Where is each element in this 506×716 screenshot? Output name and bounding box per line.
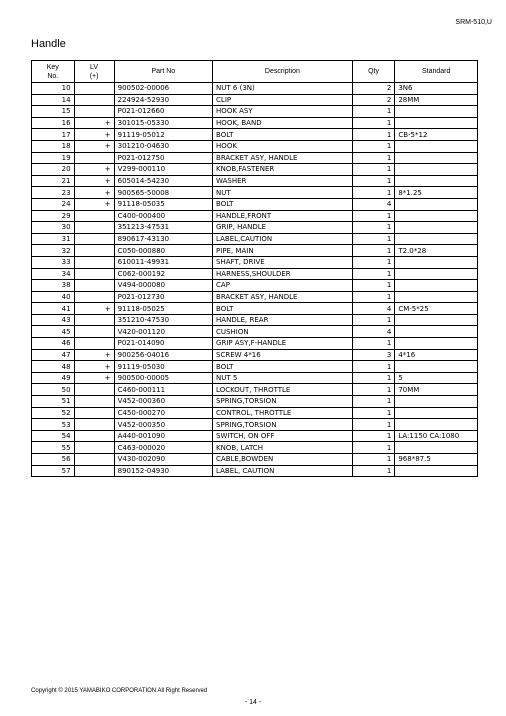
cell-standard bbox=[395, 338, 478, 350]
section-title: Handle bbox=[31, 38, 66, 50]
cell-qty: 1 bbox=[352, 233, 395, 245]
cell-level bbox=[74, 222, 114, 234]
cell-level bbox=[74, 338, 114, 350]
table-row bbox=[32, 129, 478, 141]
cell-key-no: 43 bbox=[32, 314, 75, 326]
cell-level bbox=[74, 314, 114, 326]
cell-standard: LA:1150 CA:1080 bbox=[395, 430, 478, 442]
cell-standard: 5 bbox=[395, 372, 478, 384]
cell-qty: 1 bbox=[352, 245, 395, 257]
cell-key-no: 45 bbox=[32, 326, 75, 338]
cell-description: CUSHION bbox=[213, 326, 353, 338]
cell-description: BRACKET ASY, HANDLE bbox=[213, 291, 353, 303]
cell-description: BOLT bbox=[213, 303, 353, 315]
cell-qty: 1 bbox=[352, 465, 395, 477]
cell-description: HANDLE, REAR bbox=[213, 314, 353, 326]
cell-description: CLIP bbox=[213, 94, 353, 106]
cell-qty: 1 bbox=[352, 442, 395, 454]
cell-key-no: 54 bbox=[32, 430, 75, 442]
cell-level bbox=[74, 83, 114, 95]
cell-key-no: 15 bbox=[32, 106, 75, 118]
cell-qty: 1 bbox=[352, 222, 395, 234]
cell-level bbox=[74, 233, 114, 245]
cell-qty: 4 bbox=[352, 326, 395, 338]
parts-table-body bbox=[32, 83, 478, 477]
cell-qty: 1 bbox=[352, 106, 395, 118]
cell-part-no: 351210-47530 bbox=[114, 314, 212, 326]
cell-part-no: 301015-05330 bbox=[114, 117, 212, 129]
cell-description: CONTROL, THROTTLE bbox=[213, 407, 353, 419]
cell-standard: 70MM bbox=[395, 384, 478, 396]
cell-key-no: 24 bbox=[32, 198, 75, 210]
table-row bbox=[32, 83, 478, 95]
cell-part-no: 610011-49931 bbox=[114, 256, 212, 268]
cell-key-no: 17 bbox=[32, 129, 75, 141]
cell-qty: 1 bbox=[352, 384, 395, 396]
cell-standard bbox=[395, 152, 478, 164]
cell-level bbox=[74, 407, 114, 419]
table-row bbox=[32, 465, 478, 477]
cell-qty: 2 bbox=[352, 83, 395, 95]
cell-level: + bbox=[74, 129, 114, 141]
cell-part-no: C400-000400 bbox=[114, 210, 212, 222]
cell-description: WASHER bbox=[213, 175, 353, 187]
cell-part-no: P021-012660 bbox=[114, 106, 212, 118]
parts-table bbox=[31, 60, 478, 477]
cell-part-no: V452-000350 bbox=[114, 419, 212, 431]
cell-key-no: 47 bbox=[32, 349, 75, 361]
table-row bbox=[32, 106, 478, 118]
cell-level bbox=[74, 94, 114, 106]
document-code: SRM-510,U bbox=[455, 19, 492, 26]
cell-qty: 1 bbox=[352, 256, 395, 268]
table-row bbox=[32, 94, 478, 106]
cell-standard bbox=[395, 407, 478, 419]
table-row bbox=[32, 152, 478, 164]
cell-standard bbox=[395, 442, 478, 454]
table-row bbox=[32, 268, 478, 280]
cell-qty: 1 bbox=[352, 164, 395, 176]
cell-part-no: 900502-00006 bbox=[114, 83, 212, 95]
cell-description: PIPE, MAIN bbox=[213, 245, 353, 257]
cell-key-no: 46 bbox=[32, 338, 75, 350]
cell-key-no: 55 bbox=[32, 442, 75, 454]
cell-qty: 1 bbox=[352, 175, 395, 187]
table-row bbox=[32, 454, 478, 466]
table-row bbox=[32, 175, 478, 187]
cell-key-no: 34 bbox=[32, 268, 75, 280]
cell-part-no: V430-002090 bbox=[114, 454, 212, 466]
cell-part-no: P021-014090 bbox=[114, 338, 212, 350]
table-row bbox=[32, 361, 478, 373]
cell-part-no: P021-012750 bbox=[114, 152, 212, 164]
cell-key-no: 14 bbox=[32, 94, 75, 106]
cell-standard bbox=[395, 326, 478, 338]
table-row bbox=[32, 140, 478, 152]
cell-standard bbox=[395, 280, 478, 292]
cell-part-no: P021-012730 bbox=[114, 291, 212, 303]
table-row bbox=[32, 384, 478, 396]
cell-qty: 1 bbox=[352, 129, 395, 141]
cell-standard: 4*16 bbox=[395, 349, 478, 361]
cell-level bbox=[74, 280, 114, 292]
table-row bbox=[32, 198, 478, 210]
table-row bbox=[32, 442, 478, 454]
cell-level: + bbox=[74, 372, 114, 384]
cell-qty: 1 bbox=[352, 291, 395, 303]
cell-standard bbox=[395, 198, 478, 210]
cell-key-no: 30 bbox=[32, 222, 75, 234]
cell-standard: 3N6 bbox=[395, 83, 478, 95]
cell-standard bbox=[395, 175, 478, 187]
cell-key-no: 51 bbox=[32, 396, 75, 408]
cell-level bbox=[74, 256, 114, 268]
cell-level bbox=[74, 210, 114, 222]
cell-description: HOOK, BAND bbox=[213, 117, 353, 129]
cell-description: NUT 6 (3N) bbox=[213, 83, 353, 95]
cell-key-no: 19 bbox=[32, 152, 75, 164]
cell-level bbox=[74, 442, 114, 454]
cell-description: BRACKET ASY, HANDLE bbox=[213, 152, 353, 164]
cell-qty: 1 bbox=[352, 140, 395, 152]
cell-qty: 1 bbox=[352, 430, 395, 442]
cell-part-no: 91119-05012 bbox=[114, 129, 212, 141]
cell-part-no: 605014-54230 bbox=[114, 175, 212, 187]
cell-description: BOLT bbox=[213, 129, 353, 141]
cell-part-no: V299-000110 bbox=[114, 164, 212, 176]
cell-qty: 1 bbox=[352, 152, 395, 164]
cell-qty: 1 bbox=[352, 314, 395, 326]
cell-qty: 1 bbox=[352, 372, 395, 384]
cell-part-no: V452-000360 bbox=[114, 396, 212, 408]
cell-description: CAP bbox=[213, 280, 353, 292]
cell-key-no: 56 bbox=[32, 454, 75, 466]
cell-level bbox=[74, 396, 114, 408]
cell-part-no: C062-000192 bbox=[114, 268, 212, 280]
cell-qty: 1 bbox=[352, 454, 395, 466]
cell-level: + bbox=[74, 361, 114, 373]
table-row bbox=[32, 303, 478, 315]
table-row bbox=[32, 407, 478, 419]
cell-key-no: 52 bbox=[32, 407, 75, 419]
cell-key-no: 50 bbox=[32, 384, 75, 396]
table-row bbox=[32, 349, 478, 361]
cell-standard: CM-5*25 bbox=[395, 303, 478, 315]
cell-part-no: 900256-04016 bbox=[114, 349, 212, 361]
column-header-standard: Standard bbox=[395, 61, 478, 83]
cell-level bbox=[74, 268, 114, 280]
cell-part-no: A440-001090 bbox=[114, 430, 212, 442]
cell-qty: 1 bbox=[352, 117, 395, 129]
cell-standard bbox=[395, 210, 478, 222]
cell-standard bbox=[395, 222, 478, 234]
cell-standard bbox=[395, 140, 478, 152]
cell-part-no: C460-000111 bbox=[114, 384, 212, 396]
cell-description: HOOK bbox=[213, 140, 353, 152]
cell-qty: 1 bbox=[352, 419, 395, 431]
cell-description: BOLT bbox=[213, 361, 353, 373]
cell-level bbox=[74, 291, 114, 303]
table-row bbox=[32, 164, 478, 176]
cell-part-no: V420-001120 bbox=[114, 326, 212, 338]
cell-key-no: 31 bbox=[32, 233, 75, 245]
cell-key-no: 57 bbox=[32, 465, 75, 477]
table-row bbox=[32, 372, 478, 384]
cell-description: LABEL,CAUTION bbox=[213, 233, 353, 245]
cell-qty: 3 bbox=[352, 349, 395, 361]
cell-key-no: 41 bbox=[32, 303, 75, 315]
cell-level bbox=[74, 326, 114, 338]
cell-qty: 2 bbox=[352, 94, 395, 106]
cell-key-no: 38 bbox=[32, 280, 75, 292]
cell-key-no: 49 bbox=[32, 372, 75, 384]
cell-key-no: 33 bbox=[32, 256, 75, 268]
cell-standard: CB-5*12 bbox=[395, 129, 478, 141]
copyright-notice: Copyright © 2015 YAMABIKO CORPORATION All Right Reserved bbox=[31, 688, 208, 694]
cell-key-no: 18 bbox=[32, 140, 75, 152]
cell-standard: 8*1.25 bbox=[395, 187, 478, 199]
cell-part-no: 224924-52930 bbox=[114, 94, 212, 106]
cell-key-no: 23 bbox=[32, 187, 75, 199]
cell-standard bbox=[395, 256, 478, 268]
cell-part-no: 301210-04630 bbox=[114, 140, 212, 152]
cell-qty: 4 bbox=[352, 198, 395, 210]
cell-description: HOOK ASY bbox=[213, 106, 353, 118]
column-header-qty: Qty bbox=[352, 61, 395, 83]
cell-level bbox=[74, 454, 114, 466]
cell-description: BOLT bbox=[213, 198, 353, 210]
cell-level bbox=[74, 430, 114, 442]
table-header-row bbox=[32, 61, 478, 83]
cell-level bbox=[74, 465, 114, 477]
table-row bbox=[32, 233, 478, 245]
cell-description: SHAFT, DRIVE bbox=[213, 256, 353, 268]
table-row bbox=[32, 210, 478, 222]
cell-key-no: 10 bbox=[32, 83, 75, 95]
cell-qty: 1 bbox=[352, 338, 395, 350]
cell-description: SPRING,TORSION bbox=[213, 396, 353, 408]
cell-standard bbox=[395, 291, 478, 303]
cell-level: + bbox=[74, 164, 114, 176]
cell-part-no: 351213-47531 bbox=[114, 222, 212, 234]
cell-standard bbox=[395, 164, 478, 176]
cell-description: CABLE,BOWDEN bbox=[213, 454, 353, 466]
table-row bbox=[32, 187, 478, 199]
cell-description: NUT bbox=[213, 187, 353, 199]
cell-part-no: 890617-43130 bbox=[114, 233, 212, 245]
cell-part-no: C450-000270 bbox=[114, 407, 212, 419]
table-row bbox=[32, 280, 478, 292]
table-row bbox=[32, 222, 478, 234]
column-header-lv: LV (+) bbox=[74, 61, 114, 83]
cell-level: + bbox=[74, 117, 114, 129]
column-header-description: Description bbox=[213, 61, 353, 83]
page-number: - 14 - bbox=[244, 699, 262, 706]
cell-part-no: 91119-05030 bbox=[114, 361, 212, 373]
cell-level: + bbox=[74, 198, 114, 210]
table-row bbox=[32, 338, 478, 350]
cell-key-no: 53 bbox=[32, 419, 75, 431]
cell-part-no: C463-000020 bbox=[114, 442, 212, 454]
cell-description: HARNESS,SHOULDER bbox=[213, 268, 353, 280]
cell-qty: 4 bbox=[352, 303, 395, 315]
column-header-key: Key No. bbox=[32, 61, 75, 83]
cell-description: LABEL, CAUTION bbox=[213, 465, 353, 477]
cell-key-no: 16 bbox=[32, 117, 75, 129]
cell-description: LOCKOUT, THROTTLE bbox=[213, 384, 353, 396]
table-row bbox=[32, 117, 478, 129]
column-header-part-no: Part No bbox=[114, 61, 212, 83]
table-row bbox=[32, 291, 478, 303]
cell-standard bbox=[395, 361, 478, 373]
cell-level bbox=[74, 419, 114, 431]
cell-key-no: 40 bbox=[32, 291, 75, 303]
cell-description: NUT 5 bbox=[213, 372, 353, 384]
cell-description: SCREW 4*16 bbox=[213, 349, 353, 361]
cell-part-no: 900500-00005 bbox=[114, 372, 212, 384]
cell-description: SWITCH, ON OFF bbox=[213, 430, 353, 442]
cell-standard bbox=[395, 396, 478, 408]
cell-level bbox=[74, 106, 114, 118]
cell-description: HANDLE,FRONT bbox=[213, 210, 353, 222]
cell-description: KNOB,FASTENER bbox=[213, 164, 353, 176]
cell-key-no: 48 bbox=[32, 361, 75, 373]
cell-description: KNOB, LATCH bbox=[213, 442, 353, 454]
cell-qty: 1 bbox=[352, 280, 395, 292]
cell-key-no: 32 bbox=[32, 245, 75, 257]
cell-level bbox=[74, 245, 114, 257]
cell-qty: 1 bbox=[352, 268, 395, 280]
cell-level: + bbox=[74, 349, 114, 361]
cell-key-no: 20 bbox=[32, 164, 75, 176]
cell-qty: 1 bbox=[352, 407, 395, 419]
table-row bbox=[32, 419, 478, 431]
cell-part-no: 91118-05035 bbox=[114, 198, 212, 210]
table-row bbox=[32, 430, 478, 442]
table-row bbox=[32, 256, 478, 268]
cell-part-no: V494-000080 bbox=[114, 280, 212, 292]
cell-standard bbox=[395, 117, 478, 129]
table-row bbox=[32, 314, 478, 326]
table-row bbox=[32, 396, 478, 408]
cell-part-no: 900565-50008 bbox=[114, 187, 212, 199]
table-row bbox=[32, 245, 478, 257]
cell-description: GRIP, HANDLE bbox=[213, 222, 353, 234]
cell-standard bbox=[395, 314, 478, 326]
cell-part-no: C050-000880 bbox=[114, 245, 212, 257]
cell-standard bbox=[395, 419, 478, 431]
cell-key-no: 29 bbox=[32, 210, 75, 222]
cell-level: + bbox=[74, 140, 114, 152]
cell-part-no: 890152-04930 bbox=[114, 465, 212, 477]
cell-standard: 28MM bbox=[395, 94, 478, 106]
cell-standard bbox=[395, 106, 478, 118]
cell-standard bbox=[395, 268, 478, 280]
cell-qty: 1 bbox=[352, 210, 395, 222]
cell-standard bbox=[395, 233, 478, 245]
cell-qty: 1 bbox=[352, 187, 395, 199]
cell-part-no: 91118-05025 bbox=[114, 303, 212, 315]
cell-description: SPRING,TORSION bbox=[213, 419, 353, 431]
cell-standard: 968*87.5 bbox=[395, 454, 478, 466]
cell-standard: T2.0*28 bbox=[395, 245, 478, 257]
cell-key-no: 21 bbox=[32, 175, 75, 187]
cell-level bbox=[74, 384, 114, 396]
table-row bbox=[32, 326, 478, 338]
cell-standard bbox=[395, 465, 478, 477]
cell-qty: 1 bbox=[352, 396, 395, 408]
cell-level bbox=[74, 152, 114, 164]
cell-level: + bbox=[74, 303, 114, 315]
cell-level: + bbox=[74, 175, 114, 187]
cell-description: GRIP ASY,F-HANDLE bbox=[213, 338, 353, 350]
cell-qty: 1 bbox=[352, 361, 395, 373]
cell-level: + bbox=[74, 187, 114, 199]
